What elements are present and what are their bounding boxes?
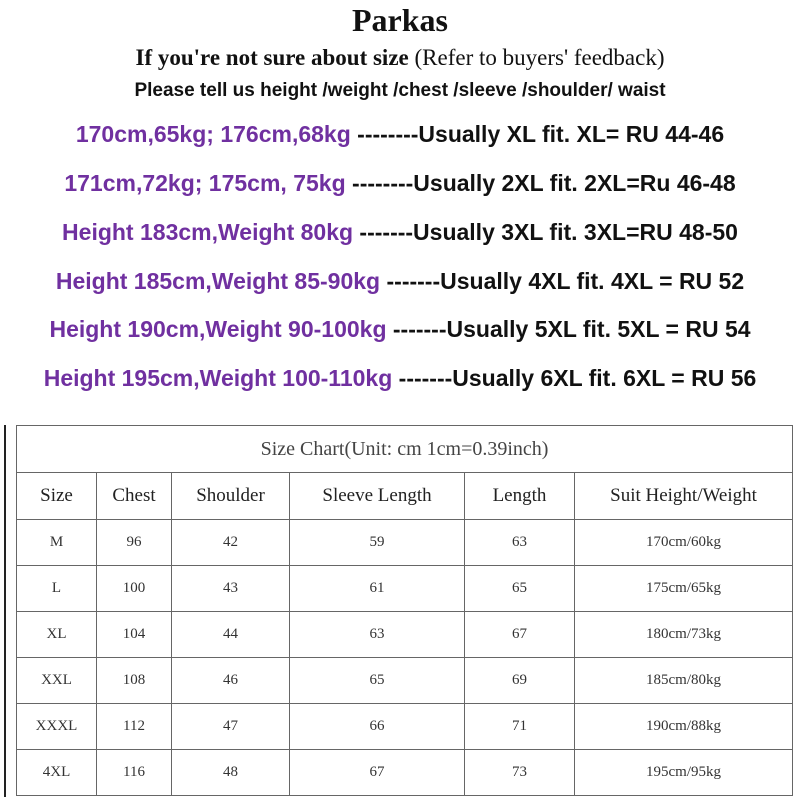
table-cell: 96 [97,520,172,566]
fit-guide-line [0,365,800,392]
fit-guide-line [0,219,800,246]
size-help-subtitle [0,45,800,71]
column-header: Suit Height/Weight [575,473,793,520]
left-border-rule [4,425,6,797]
subtitle-note-text: (Refer to buyers' feedback) [414,45,665,70]
table-cell: 175cm/65kg [575,566,793,612]
table-row [17,520,793,566]
measurement-instruction: Please tell us height /weight /chest /sleeve /shoulder/ waist [134,80,666,101]
fit-measure-text: Height 190cm,Weight 90-100kg [49,316,387,342]
subtitle-bold-text: If you're not sure about size [135,45,409,70]
table-cell: 42 [172,520,290,566]
table-cell: 185cm/80kg [575,658,793,704]
column-header: Chest [97,473,172,520]
table-cell: 116 [97,750,172,796]
table-cell: 66 [290,704,465,750]
table-cell: 73 [465,750,575,796]
table-cell: 190cm/88kg [575,704,793,750]
table-cell: 46 [172,658,290,704]
size-chart-container [16,425,792,797]
column-header: Shoulder [172,473,290,520]
table-cell: 44 [172,612,290,658]
table-row [17,704,793,750]
table-cell: 67 [290,750,465,796]
table-cell: 170cm/60kg [575,520,793,566]
table-cell: L [17,566,97,612]
table-row [17,750,793,796]
table-cell: 100 [97,566,172,612]
table-row [17,658,793,704]
table-cell: XXL [17,658,97,704]
table-cell: M [17,520,97,566]
table-row [17,612,793,658]
fit-measure-text: 171cm,72kg; 175cm, 75kg [64,170,346,196]
table-cell: 43 [172,566,290,612]
table-cell: 69 [465,658,575,704]
table-cell: XXXL [17,704,97,750]
fit-suggestion-text: -------Usually 3XL fit. 3XL=RU 48-50 [353,219,738,245]
table-cell: 71 [465,704,575,750]
table-cell: 104 [97,612,172,658]
fit-measure-text: Height 183cm,Weight 80kg [62,219,354,245]
fit-measure-text: Height 195cm,Weight 100-110kg [43,365,393,391]
table-cell: 63 [465,520,575,566]
table-cell: 47 [172,704,290,750]
fit-measure-text: Height 185cm,Weight 85-90kg [55,268,381,294]
fit-suggestion-text: -------Usually 6XL fit. 6XL = RU 56 [392,365,757,391]
table-row [17,566,793,612]
table-cell: 48 [172,750,290,796]
fit-suggestion-text: --------Usually XL fit. XL= RU 44-46 [350,121,725,147]
table-header-row [17,473,793,520]
fit-suggestion-text: --------Usually 2XL fit. 2XL=Ru 46-48 [345,170,736,196]
column-header: Sleeve Length [290,473,465,520]
fit-guide-line [0,121,800,148]
table-cell: 59 [290,520,465,566]
fit-guide-line [0,316,800,343]
table-cell: 4XL [17,750,97,796]
table-cell: 195cm/95kg [575,750,793,796]
fit-suggestion-text: -------Usually 5XL fit. 5XL = RU 54 [386,316,751,342]
table-cell: 67 [465,612,575,658]
fit-suggestion-text: -------Usually 4XL fit. 4XL = RU 52 [380,268,745,294]
table-cell: 112 [97,704,172,750]
page-title: Parkas [352,2,448,38]
size-chart-caption: Size Chart(Unit: cm 1cm=0.39inch) [17,426,793,473]
table-cell: 65 [290,658,465,704]
fit-guide-line [0,268,800,295]
table-cell: 61 [290,566,465,612]
table-cell: 108 [97,658,172,704]
column-header: Length [465,473,575,520]
table-cell: 63 [290,612,465,658]
fit-measure-text: 170cm,65kg; 176cm,68kg [75,121,351,147]
table-cell: 65 [465,566,575,612]
column-header: Size [17,473,97,520]
table-cell: 180cm/73kg [575,612,793,658]
fit-guide-line [0,170,800,197]
size-chart-table [16,425,793,796]
table-cell: XL [17,612,97,658]
